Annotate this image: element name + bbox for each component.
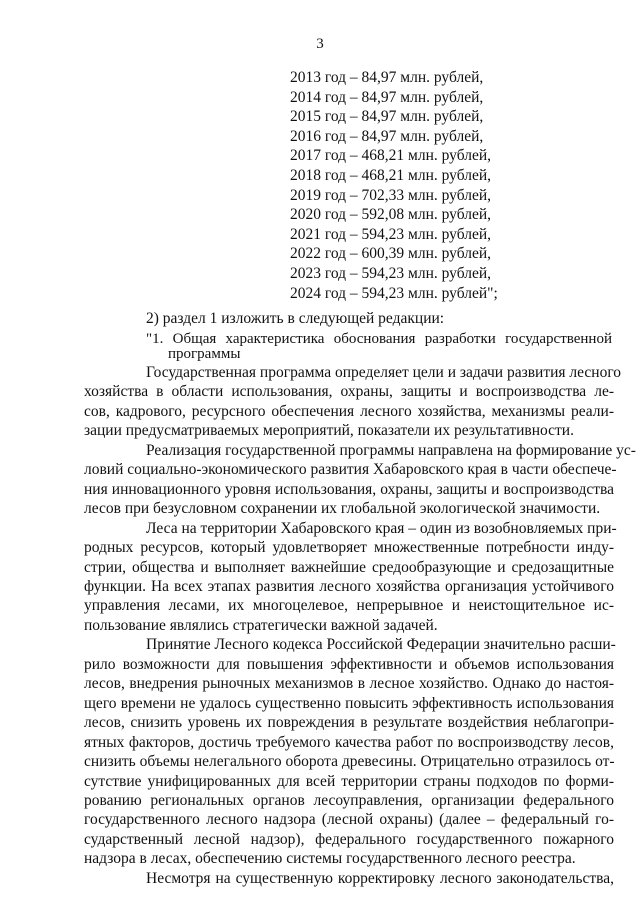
paragraph-line: зации предусматриваемых мероприятий, показатели их результативности. [84, 422, 574, 440]
funding-line: 2024 год – 594,23 млн. рублей"; [290, 284, 498, 302]
funding-line: 2016 год – 84,97 млн. рублей, [290, 127, 484, 145]
section-heading [146, 332, 612, 362]
paragraph-line: Реализация государственной программы направлена на формирование ус- [146, 441, 636, 459]
paragraph [84, 519, 617, 636]
paragraph-line: функции. На всех этапах развития лесного хозяйства организация устойчивого [84, 577, 614, 595]
paragraph-line: стрии, общества и выполняет важнейшие средообразующие и средозащитные [84, 558, 614, 576]
paragraph-line: ловий социально-экономического развития Хабаровского края в части обеспече- [84, 461, 617, 479]
paragraph-line: Несмотря на существенную корректировку лесного законодательства, [146, 869, 614, 887]
paragraph-line: Принятие Лесного кодекса Российской Федерации значительно расши- [146, 636, 616, 654]
paragraph-line: щего времени не удалось существенно повысить эффективность использования [84, 694, 614, 712]
paragraph-line: снизить объемы нелегального оборота древесины. Отрицательно отразилось от- [84, 753, 615, 771]
paragraph [84, 635, 614, 868]
funding-line: 2013 год – 84,97 млн. рублей, [290, 69, 484, 86]
paragraph [84, 869, 614, 888]
paragraph [84, 363, 622, 441]
paragraph-line: ятных факторов, достичь требуемого качества работ по воспроизводству лесов, [84, 733, 614, 751]
funding-by-year-list [290, 68, 498, 303]
paragraph-line: Леса на территории Хабаровского края – один из возобновляемых при- [146, 519, 617, 537]
paragraph-line: ния инновационного уровня использования, охраны, защиты и воспроизводства [84, 480, 614, 498]
paragraph-line: управления лесами, их многоцелевое, непрерывное и неистощительное ис- [84, 597, 614, 615]
paragraph-line: лесов, снизить уровень их повреждения в результате воздействия неблагопри- [84, 714, 614, 732]
funding-line: 2017 год – 468,21 млн. рублей, [290, 147, 492, 165]
funding-line: 2021 год – 594,23 млн. рублей, [290, 225, 492, 243]
paragraph-line: сов, кадрового, ресурсного обеспечения лесного хозяйства, механизмы реали- [84, 402, 614, 420]
funding-line: 2020 год – 592,08 млн. рублей, [290, 206, 492, 224]
paragraph [84, 441, 636, 519]
funding-line: 2018 год – 468,21 млн. рублей, [290, 166, 492, 184]
funding-line: 2023 год – 594,23 млн. рублей, [290, 264, 492, 282]
paragraph-line: сударственный лесной надзор), федерального государственного пожарного [84, 830, 614, 848]
paragraph-line: рованию региональных органов лесоуправления, организации федерального [84, 791, 614, 809]
funding-line: 2022 год – 600,39 млн. рублей, [290, 245, 492, 263]
page-number: 3 [316, 36, 324, 52]
paragraph-line: сутствие унифицированных для всей территории страны подходов по форми- [84, 772, 614, 790]
paragraph-line: лесов при безусловном сохранении их глобальной экологической значимости. [84, 500, 601, 518]
paragraph-line: родных ресурсов, который удовлетворяет множественные потребности инду- [84, 539, 614, 557]
funding-line: 2015 год – 84,97 млн. рублей, [290, 108, 484, 126]
amendment-instruction: 2) раздел 1 изложить в следующей редакции: [146, 310, 445, 327]
paragraph-line: рило возможности для повышения эффективности и объемов использования [84, 655, 614, 673]
paragraph-line: хозяйства в области использования, охраны, защиты и воспроизводства ле- [84, 383, 614, 401]
paragraph-line: Государственная программа определяет цели и задачи развития лесного [146, 364, 622, 381]
paragraph-line: надзора в лесах, обеспечению системы государственного лесного реестра. [84, 850, 576, 868]
body-text [84, 363, 636, 888]
paragraph-line: пользование являлись стратегически важной задачей. [84, 616, 438, 634]
section-heading-line: программы [168, 346, 241, 362]
funding-line: 2014 год – 84,97 млн. рублей, [290, 88, 484, 106]
paragraph-line: лесов, внедрения рыночных механизмов в лесное хозяйство. Однако до настоя- [84, 675, 614, 693]
paragraph-line: государственного лесного надзора (лесной охраны) (далее – федеральный го- [84, 811, 614, 829]
funding-line: 2019 год – 702,33 млн. рублей, [290, 186, 492, 204]
section-heading-line: "1. Общая характеристика обоснования разработки государственной [146, 331, 612, 347]
